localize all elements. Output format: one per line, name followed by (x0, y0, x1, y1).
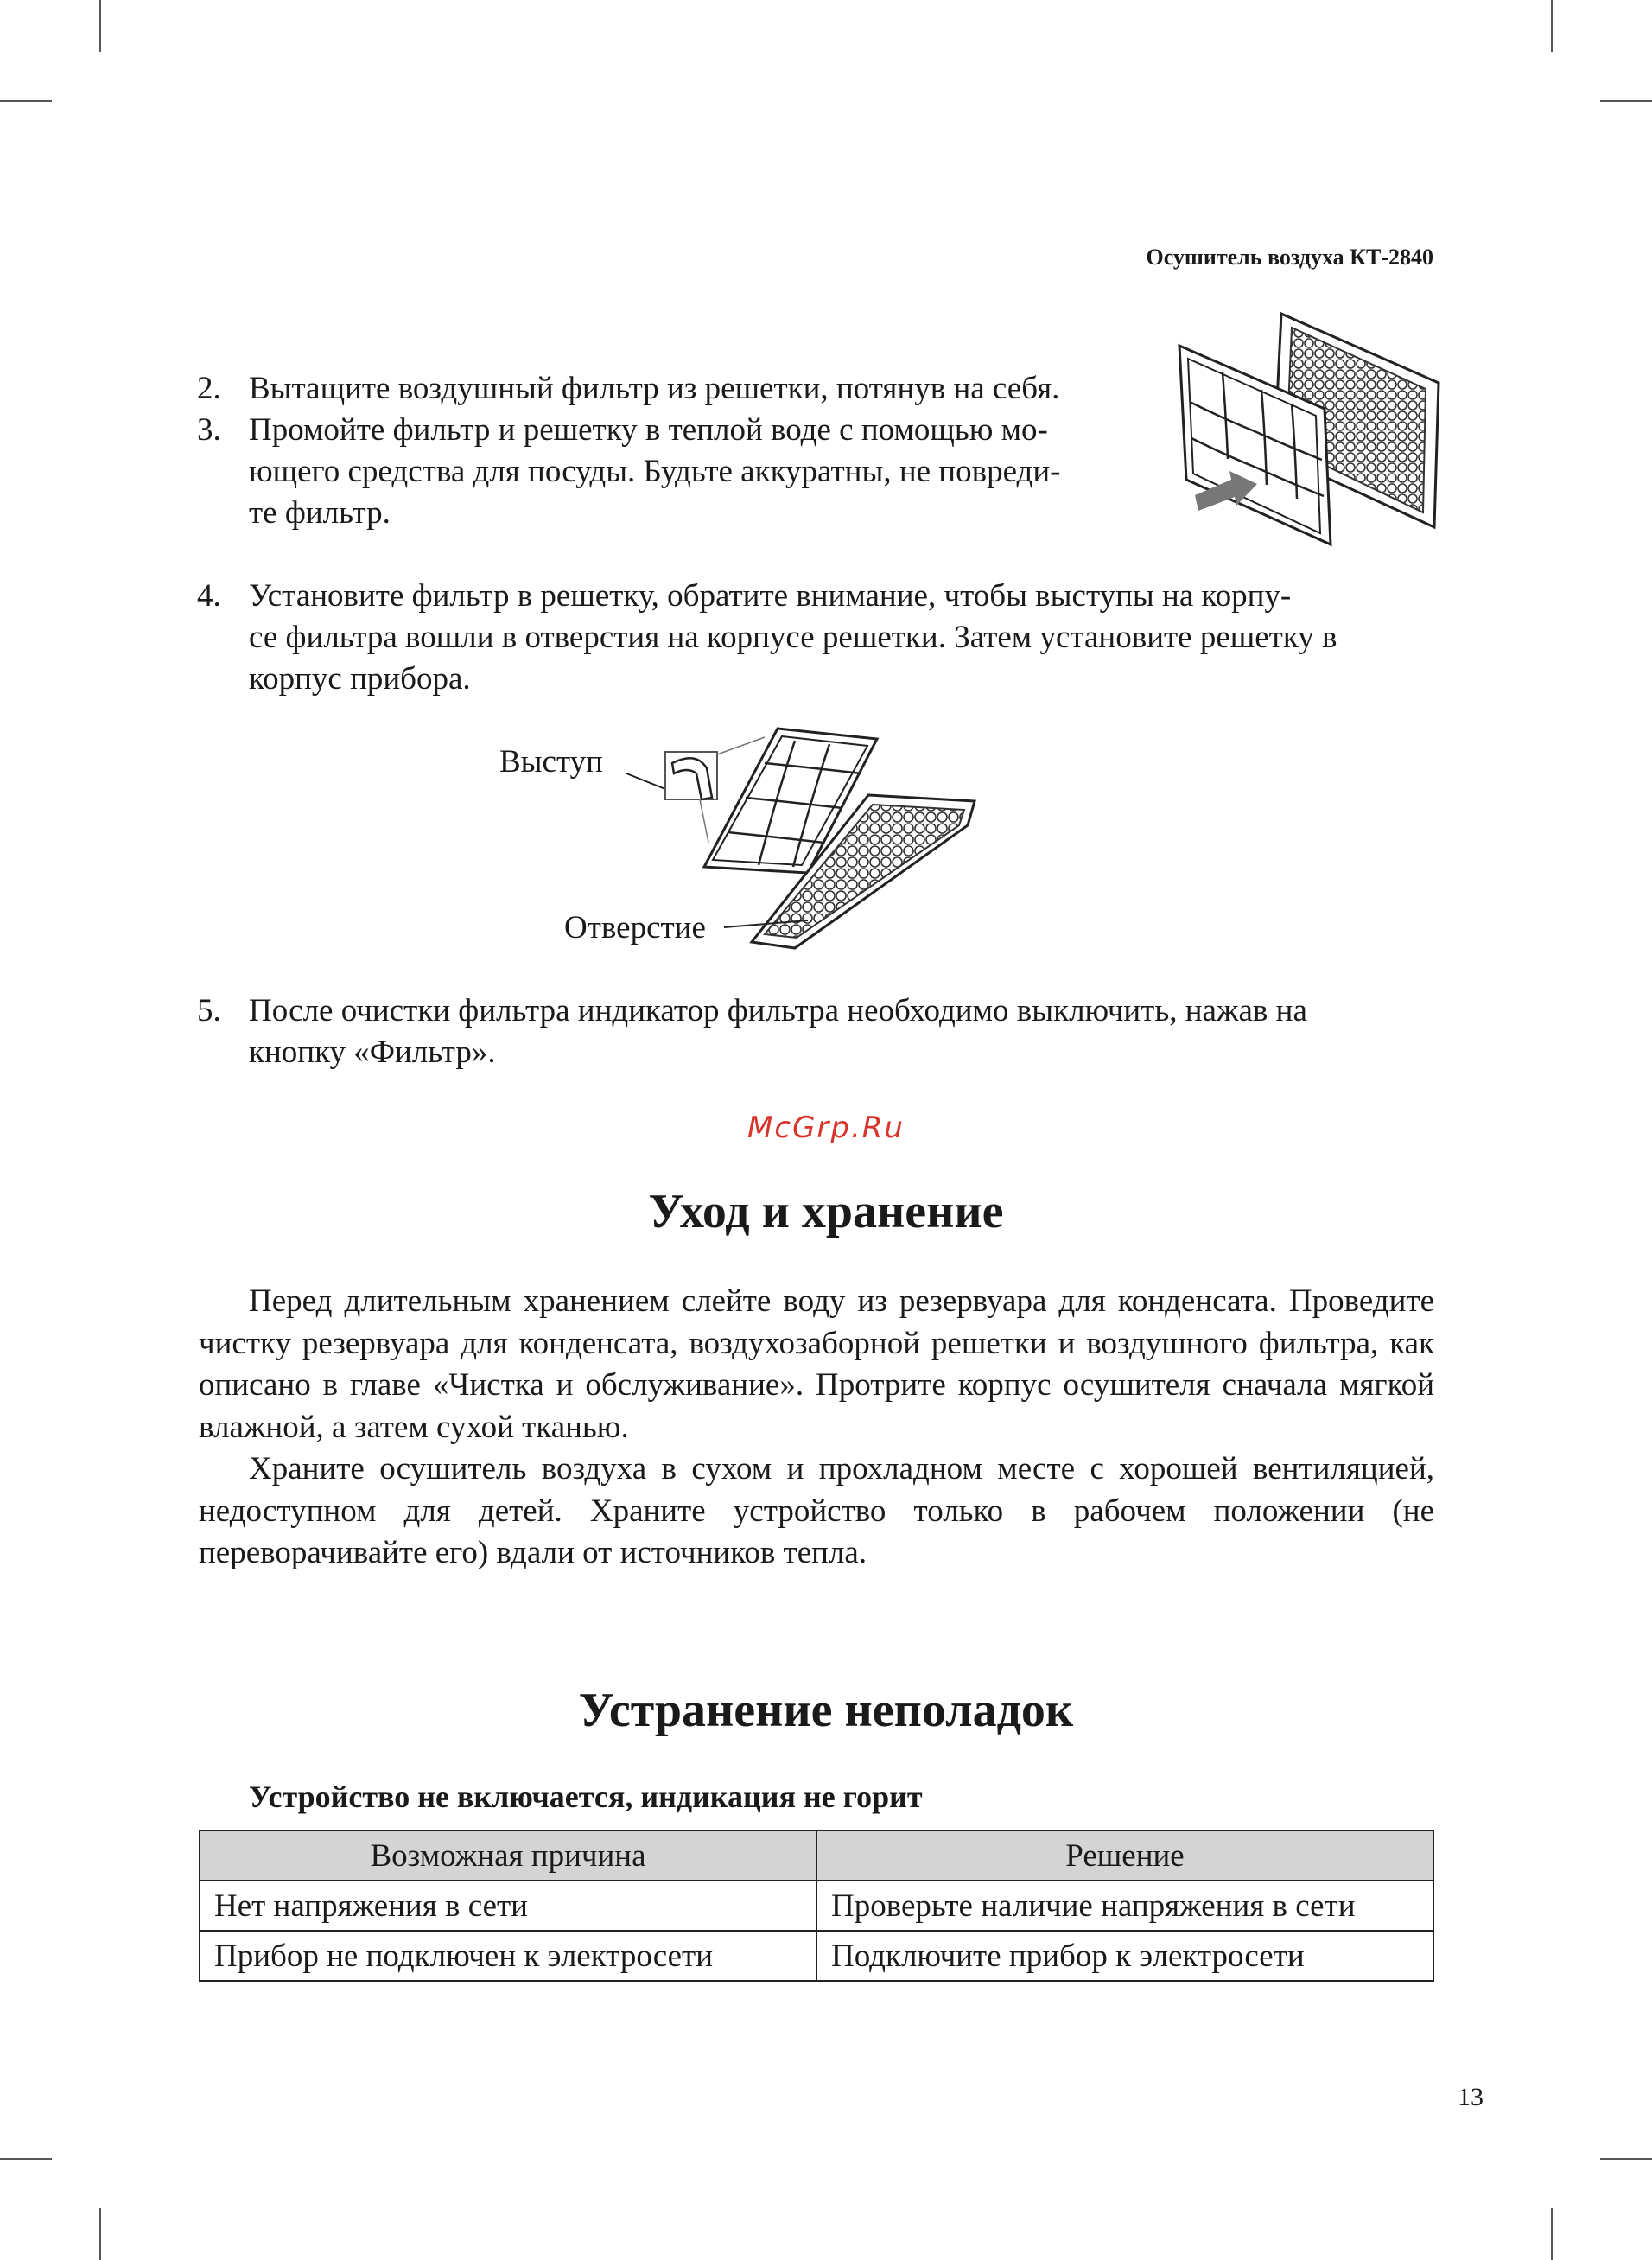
running-header: Осушитель воздуха КТ-2840 (1146, 245, 1433, 270)
step-4-line: се фильтра вошли в отверстия на корпусе решетки. Затем установите решетку в (249, 620, 1337, 655)
step-3-line: те фильтр. (249, 495, 391, 531)
step-4-line: корпус прибора. (249, 661, 471, 697)
crop-mark (0, 100, 52, 102)
step-number: 3. (197, 412, 221, 448)
crop-mark (0, 2158, 52, 2160)
care-paragraph: Храните осушитель воздуха в сухом и прохладном месте с хорошей вентиляцией, недоступном для детей. Храните устройство только в рабочем положении (не переворачивайте его) вдали от источников тепла. (199, 1451, 1434, 1570)
step-number: 5. (197, 993, 221, 1028)
cell-cause: Нет напряжения в сети (200, 1881, 816, 1931)
column-header-cause: Возможная причина (200, 1830, 816, 1881)
cell-cause: Прибор не подключен к электросети (200, 1931, 816, 1981)
crop-mark (99, 2208, 101, 2260)
step-number: 4. (197, 578, 221, 614)
troubleshooting-table (199, 1830, 1434, 1982)
crop-mark (99, 0, 101, 52)
label-protrusion: Выступ (499, 744, 603, 780)
step-3-line: ющего средства для посуды. Будьте аккуратны, не повреди- (249, 454, 1061, 489)
step-2-line: Вытащите воздушный фильтр из решетки, потянув на себя. (249, 371, 1060, 406)
table-row (200, 1931, 1433, 1981)
page-number: 13 (1458, 2083, 1484, 2111)
step-5-line: кнопку «Фильтр». (249, 1035, 496, 1070)
step-4-line: Установите фильтр в решетку, обратите внимание, чтобы выступы на корпу- (249, 578, 1292, 614)
step-5-line: После очистки фильтра индикатор фильтра необходимо выключить, нажав на (249, 993, 1307, 1028)
section-title-troubleshooting: Устранение неполадок (578, 1684, 1074, 1737)
section-title-care: Уход и хранение (648, 1185, 1004, 1238)
filter-removal-illustration (1179, 307, 1439, 549)
filter-installation-illustration (622, 722, 985, 955)
cell-solution: Проверьте наличие напряжения в сети (816, 1881, 1433, 1931)
step-number: 2. (197, 371, 221, 406)
label-hole: Отверстие (564, 910, 706, 945)
table-header-row (200, 1830, 1433, 1881)
crop-mark (1551, 2208, 1553, 2260)
step-3-line: Промойте фильтр и решетку в теплой воде с помощью мо- (249, 412, 1048, 448)
watermark: McGrp.Ru (747, 1111, 905, 1145)
column-header-solution: Решение (816, 1830, 1433, 1881)
crop-mark (1551, 0, 1553, 52)
crop-mark (1600, 2158, 1652, 2160)
care-paragraph: Перед длительным хранением слейте воду из резервуара для конденсата. Проведите чистку резервуара для конденсата, воздухозаборной решетки и воздушного фильтра, как описано в главе «Чистка и обслуживание». Протрите корпус осушителя сначала мягкой влажной, а затем сухой тканью. (199, 1283, 1434, 1445)
problem-subtitle: Устройство не включается, индикация не горит (249, 1779, 923, 1814)
crop-mark (1600, 100, 1652, 102)
table-row (200, 1881, 1433, 1931)
cell-solution: Подключите прибор к электросети (816, 1931, 1433, 1981)
